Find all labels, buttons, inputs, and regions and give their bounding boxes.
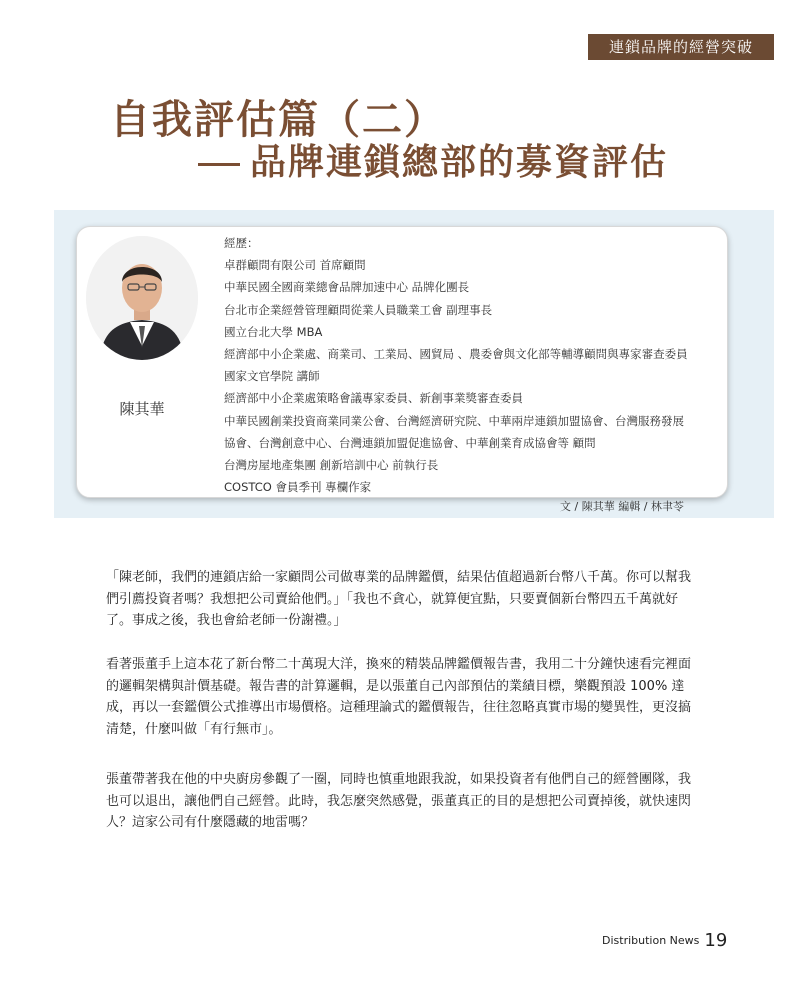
page-number: 19 xyxy=(704,930,728,951)
body-paragraph-3: 張董帶著我在他的中央廚房參觀了一圈，同時也慎重地跟我說，如果投資者有他們自己的經營團隊，我也可以退出，讓他們自己經營。此時，我怎麼突然感覺，張董真正的目的是想把公司賣掉後，就快速閃人？這家公司有什麼隱藏的地雷嗎？ xyxy=(106,772,692,830)
section-tag: 連鎖品牌的經營突破 xyxy=(588,34,774,60)
publication-name: Distribution News xyxy=(602,934,700,947)
bio-item: 台北市企業經營管理顧問從業人員職業工會 副理事長 xyxy=(224,302,493,317)
bio-item: 中華民國創業投資商業同業公會、台灣經濟研究院、中華兩岸連鎖加盟協會、台灣服務發展 xyxy=(224,413,684,428)
author-portrait xyxy=(86,236,198,360)
bio-item: 經濟部中小企業處策略會議專家委員、新創事業獎審查委員 xyxy=(224,391,523,406)
title-dash xyxy=(198,163,240,166)
bio-item: 經濟部中小企業處、商業司、工業局、國貿局 、農委會與文化部等輔導顧問與專家審查委員 xyxy=(224,347,688,362)
bio-item: COSTCO 會員季刊 專欄作家 xyxy=(224,480,372,495)
body-paragraph-2: 看著張董手上這本花了新台幣二十萬現大洋，換來的精裝品牌鑑價報告書，我用二十分鐘快速看完裡面的邏輯架構與計價基礎。報告書的計算邏輯，是以張董自己內部預估的業績目標，樂觀預設 100% 達成，再以一套鑑價公式推導出市場價格。這種理論式的鑑價報告，往往忽略真實市場的變異性，更沒搞清楚，什麼叫做「有行無市」。 xyxy=(106,657,692,737)
bio-item: 協會、台灣創意中心、台灣連鎖加盟促進協會、中華創業育成協會等 顧問 xyxy=(224,435,596,450)
bio-item: 卓群顧問有限公司 首席顧問 xyxy=(224,258,366,273)
bio-heading: 經歷： xyxy=(224,236,259,250)
body-paragraph-1: 「陳老師，我們的連鎖店給一家顧問公司做專業的品牌鑑價，結果估值超過新台幣八千萬。你可以幫我們引薦投資者嗎？我想把公司賣給他們。」「我也不貪心，就算便宜點，只要賣個新台幣四五千萬就好了。事成之後，我也會給老師一份謝禮。」 xyxy=(106,570,692,628)
article-title-line2 xyxy=(198,134,668,185)
article-credit: 文 / 陳其華 編輯 / 林聿苓 xyxy=(560,500,684,513)
article-title-line1: 自我評估篇（二） xyxy=(110,97,446,143)
page-footer xyxy=(602,930,727,951)
bio-item: 中華民國全國商業總會品牌加速中心 品牌化團長 xyxy=(224,280,470,295)
bio-item: 國家文官學院 講師 xyxy=(224,369,320,384)
author-name: 陳其華 xyxy=(119,400,165,418)
article-subtitle: 品牌連鎖總部的募資評估 xyxy=(250,142,669,183)
author-portrait-image xyxy=(86,236,198,360)
bio-item: 國立台北大學 MBA xyxy=(224,324,323,339)
bio-item: 台灣房屋地產集團 創新培訓中心 前執行長 xyxy=(224,458,439,473)
author-bio-list xyxy=(224,232,724,498)
